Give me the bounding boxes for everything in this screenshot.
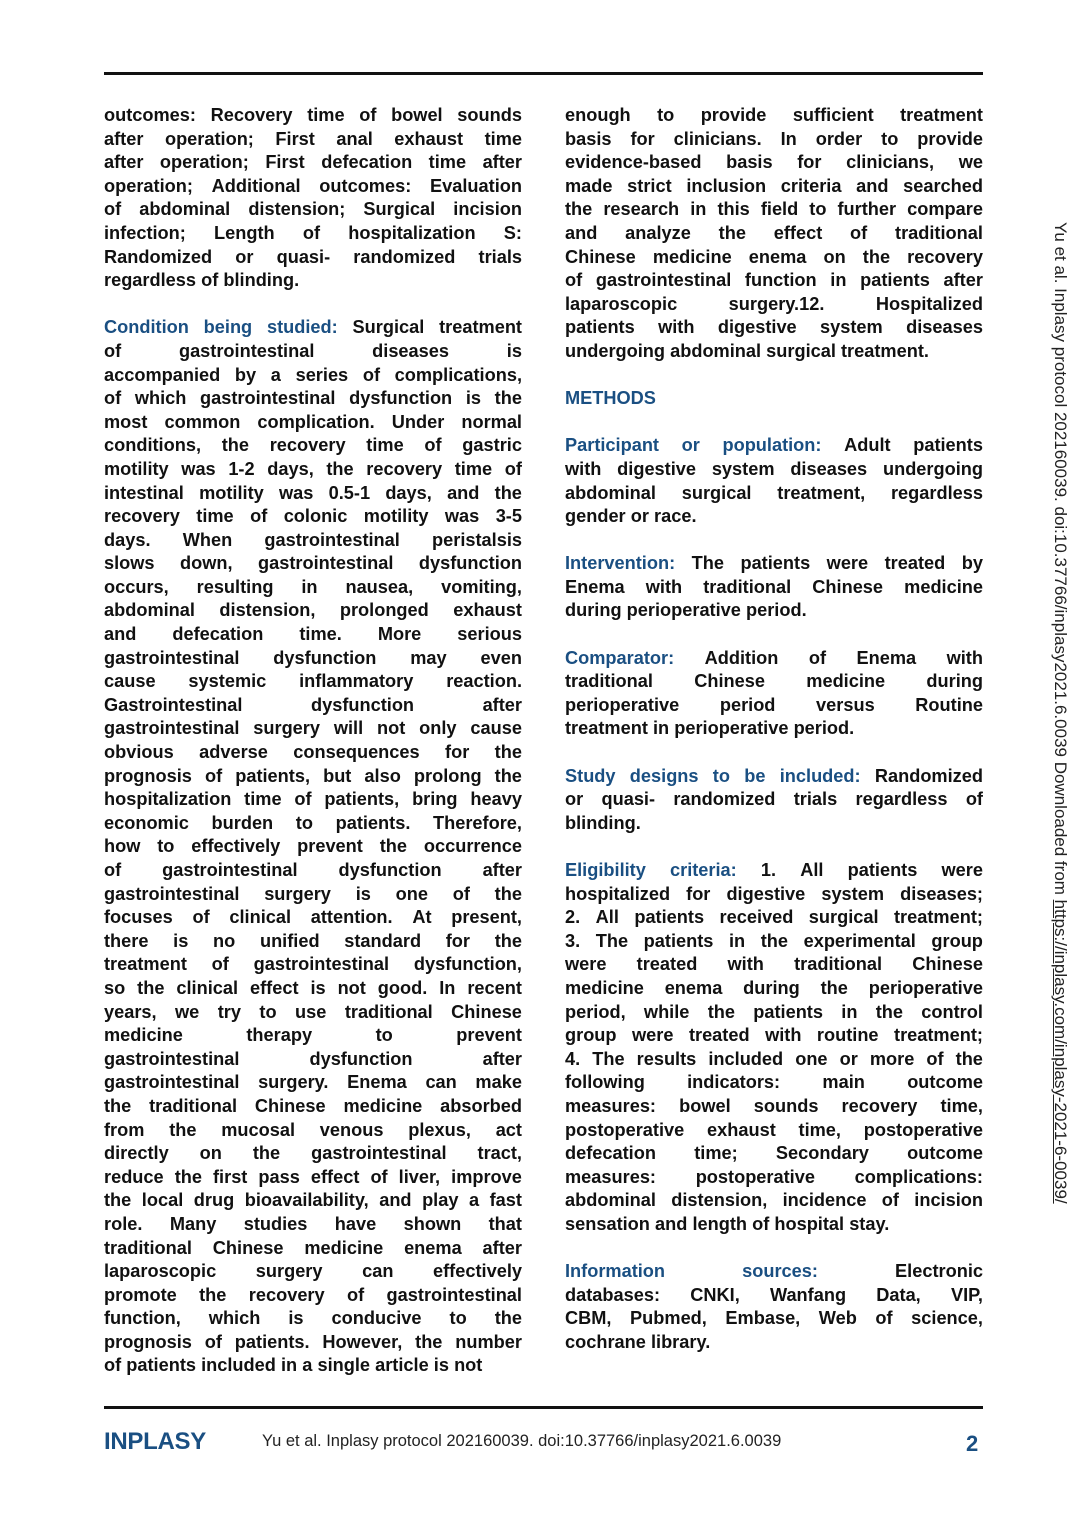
text-line: obvious adverse consequences for the	[104, 742, 522, 763]
text-line: regardless of blinding.	[104, 270, 300, 291]
section-label-line: Comparator: Addition of Enema with	[565, 647, 983, 668]
side-citation	[1050, 222, 1070, 1204]
text-line: the traditional Chinese medicine absorbed	[104, 1095, 522, 1116]
text-line: Gastrointestinal dysfunction after	[104, 694, 522, 715]
text-line: laparoscopic surgery can effectively	[104, 1261, 522, 1282]
footer-citation: Yu et al. Inplasy protocol 202160039. doi:10.37766/inplasy2021.6.0039	[262, 1432, 782, 1450]
text-line: traditional Chinese medicine during	[565, 671, 983, 692]
text-line: after operation; First anal exhaust time	[104, 128, 522, 149]
text-line: gastrointestinal surgery will not only cause	[104, 718, 522, 739]
text-line: prognosis of patients, but also prolong the	[104, 765, 522, 786]
text-line: conditions, the recovery time of gastric	[104, 435, 522, 456]
intro-paragraph	[565, 104, 983, 364]
text-line: years, we try to use traditional Chinese	[104, 1001, 522, 1022]
text-line: days. When gastrointestinal peristalsis	[104, 529, 522, 550]
text-line: measures: bowel sounds recovery time,	[565, 1095, 983, 1116]
text-line: accompanied by a series of complications,	[104, 364, 522, 385]
text-line: of gastrointestinal dysfunction after	[104, 860, 522, 880]
footer-brand-logo: INPLASY	[104, 1428, 206, 1455]
text-line: gender or race.	[565, 506, 697, 527]
text-line: CBM, Pubmed, Embase, Web of science,	[565, 1308, 983, 1329]
text-line: intestinal motility was 0.5-1 days, and the	[104, 482, 522, 503]
text-line: outcomes: Recovery time of bowel sounds	[104, 105, 522, 125]
text-line: of gastrointestinal function in patients after	[565, 270, 983, 291]
text-line: enough to provide sufficient treatment	[565, 105, 983, 125]
text-line: economic burden to patients. Therefore,	[104, 812, 522, 833]
section-label-line: Participant or population: Adult patients	[565, 435, 983, 456]
section-label-line: Condition being studied: Surgical treatment	[104, 317, 522, 338]
section-label-line: Information sources: Electronic	[565, 1261, 983, 1282]
download-link[interactable]: https://inplasy.com/inplasy-2021-6-0039/	[1051, 899, 1070, 1204]
text-line: Chinese medicine enema on the recovery	[565, 246, 983, 267]
side-citation-text: Yu et al. Inplasy protocol 202160039. doi:10.37766/inplasy2021.6.0039 Downloaded from	[1051, 222, 1070, 900]
text-line: gastrointestinal surgery is one of the	[104, 883, 522, 904]
condition-paragraph	[104, 316, 522, 1378]
outcomes-paragraph	[104, 104, 522, 293]
text-line: and defecation time. More serious	[104, 624, 522, 645]
text-line: 3. The patients in the experimental group	[565, 930, 983, 951]
text-line: blinding.	[565, 812, 641, 833]
text-line: abdominal surgical treatment, regardless	[565, 482, 983, 503]
text-line: made strict inclusion criteria and searched	[565, 175, 983, 196]
text-line: there is no unified standard for the	[104, 930, 522, 951]
right-column	[565, 104, 983, 1354]
text-line: infection; Length of hospitalization S:	[104, 222, 522, 243]
text-line: Enema with traditional Chinese medicine	[565, 576, 983, 597]
text-line: with digestive system diseases undergoing	[565, 458, 983, 479]
left-column	[104, 104, 522, 1378]
text-line: 2. All patients received surgical treatment;	[565, 907, 983, 928]
text-line: group were treated with routine treatment;	[565, 1025, 983, 1046]
methods-heading-text: METHODS	[565, 388, 656, 409]
text-line: motility was 1-2 days, the recovery time of	[104, 458, 522, 479]
text-line: treatment of gastrointestinal dysfunction,	[104, 954, 522, 975]
text-line: directly on the gastrointestinal tract,	[104, 1143, 522, 1164]
text-line: measures: postoperative complications:	[565, 1166, 983, 1187]
text-line: operation; Additional outcomes: Evaluation	[104, 175, 522, 196]
text-line: and analyze the effect of traditional	[565, 222, 983, 243]
text-line: of gastrointestinal diseases is	[104, 340, 522, 361]
text-line: focuses of clinical attention. At present,	[104, 907, 522, 928]
text-line: prognosis of patients. However, the number	[104, 1331, 522, 1352]
text-line: databases: CNKI, Wanfang Data, VIP,	[565, 1284, 983, 1305]
text-line: cochrane library.	[565, 1331, 711, 1352]
text-line: from the mucosal venous plexus, act	[104, 1119, 522, 1140]
text-line: after operation; First defecation time after	[104, 152, 522, 173]
text-line: recovery time of colonic motility was 3-5	[104, 506, 522, 527]
information-sources-paragraph	[565, 1260, 983, 1354]
text-line: evidence-based basis for clinicians, we	[565, 152, 983, 173]
text-line: gastrointestinal dysfunction may even	[104, 647, 522, 668]
intervention-paragraph	[565, 552, 983, 623]
section-label-line: Eligibility criteria: 1. All patients were	[565, 860, 983, 880]
text-line: abdominal distension, prolonged exhaust	[104, 600, 522, 621]
text-line: Randomized or quasi- randomized trials	[104, 246, 522, 267]
text-line: role. Many studies have shown that	[104, 1213, 522, 1234]
text-line: medicine therapy to prevent	[104, 1025, 522, 1046]
text-line: so the clinical effect is not good. In recent	[104, 977, 522, 998]
section-label-line: Intervention: The patients were treated by	[565, 553, 983, 574]
text-line: 4. The results included one or more of the	[565, 1048, 983, 1069]
text-line: slows down, gastrointestinal dysfunction	[104, 553, 522, 574]
text-line: medicine enema during the perioperative	[565, 977, 983, 998]
participant-paragraph	[565, 434, 983, 528]
text-line: period, while the patients in the control	[565, 1001, 983, 1022]
text-line: traditional Chinese medicine enema after	[104, 1237, 522, 1258]
methods-heading	[565, 387, 983, 411]
text-line: or quasi- randomized trials regardless of	[565, 789, 983, 810]
text-line: occurs, resulting in nausea, vomiting,	[104, 576, 522, 597]
text-line: during perioperative period.	[565, 600, 807, 621]
text-line: basis for clinicians. In order to provide	[565, 128, 983, 149]
text-line: undergoing abdominal surgical treatment.	[565, 340, 929, 361]
study-designs-paragraph	[565, 765, 983, 836]
text-line: abdominal distension, incidence of incision	[565, 1190, 983, 1211]
text-line: of which gastrointestinal dysfunction is the	[104, 388, 522, 409]
text-line: patients with digestive system diseases	[565, 317, 983, 338]
text-line: following indicators: main outcome	[565, 1072, 983, 1093]
text-line: gastrointestinal dysfunction after	[104, 1048, 522, 1069]
text-line: hospitalization time of patients, bring heavy	[104, 789, 522, 810]
text-line: postoperative exhaust time, postoperative	[565, 1119, 983, 1140]
text-line: perioperative period versus Routine	[565, 694, 983, 715]
text-line: gastrointestinal surgery. Enema can make	[104, 1072, 522, 1093]
text-line: how to effectively prevent the occurrence	[104, 836, 522, 857]
text-line: treatment in perioperative period.	[565, 718, 855, 739]
text-line: laparoscopic surgery.12. Hospitalized	[565, 293, 983, 314]
text-line: sensation and length of hospital stay.	[565, 1213, 890, 1234]
text-line: reduce the first pass effect of liver, improve	[104, 1166, 522, 1187]
page-number: 2	[966, 1431, 979, 1456]
text-line: cause systemic inflammatory reaction.	[104, 671, 522, 692]
text-line: most common complication. Under normal	[104, 411, 522, 432]
text-line: of patients included in a single article is not	[104, 1355, 483, 1376]
text-line: were treated with traditional Chinese	[565, 954, 983, 975]
text-line: the local drug bioavailability, and play a fast	[104, 1190, 522, 1211]
text-line: function, which is conducive to the	[104, 1308, 522, 1329]
text-line: hospitalized for digestive system diseases;	[565, 883, 983, 904]
text-line: promote the recovery of gastrointestinal	[104, 1284, 522, 1305]
text-line: defecation time; Secondary outcome	[565, 1143, 983, 1164]
section-label-line: Study designs to be included: Randomized	[565, 765, 983, 786]
text-line: the research in this field to further compare	[565, 199, 983, 220]
eligibility-paragraph	[565, 859, 983, 1237]
comparator-paragraph	[565, 647, 983, 741]
footer-rule	[104, 1406, 983, 1409]
header-rule	[104, 72, 983, 75]
text-line: of abdominal distension; Surgical incision	[104, 199, 522, 220]
